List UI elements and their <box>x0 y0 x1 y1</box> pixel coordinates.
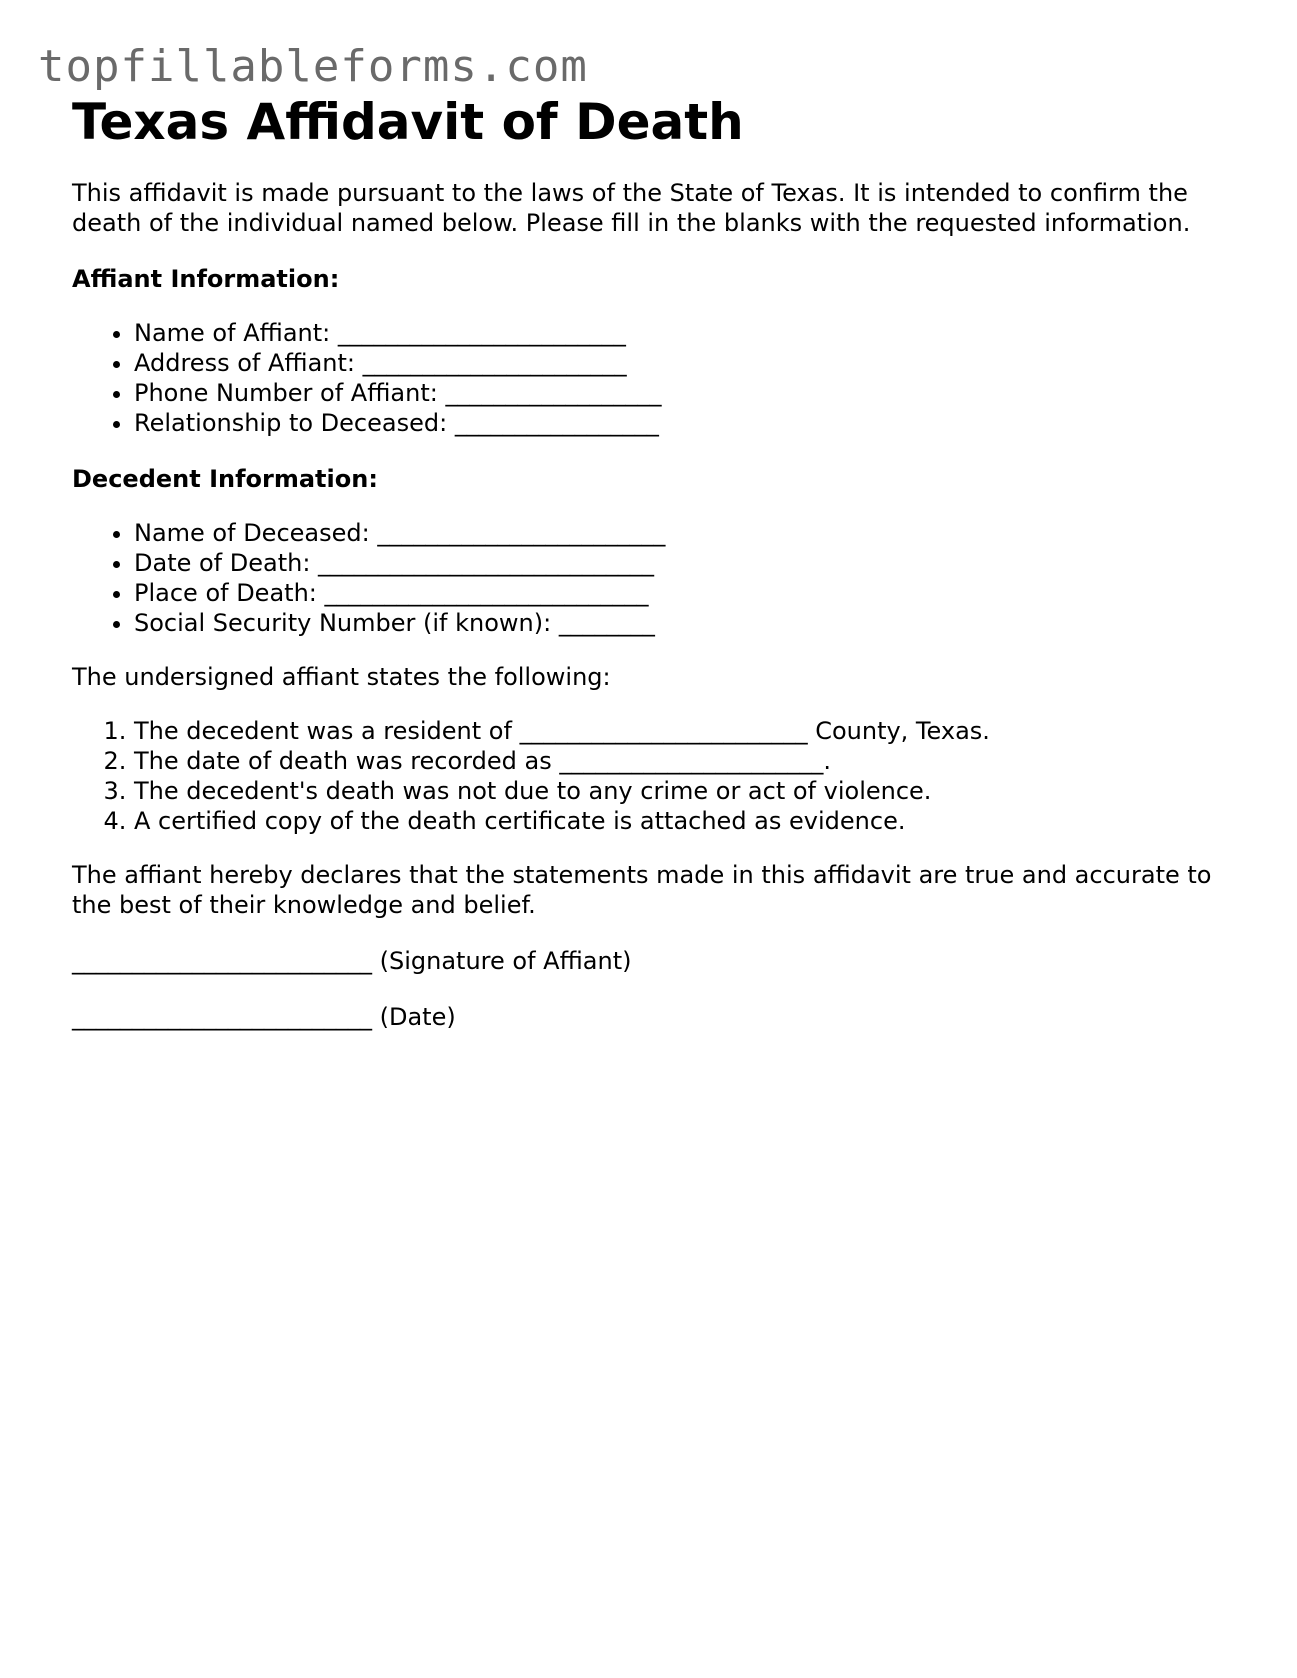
decedent-fields-list <box>72 518 1232 638</box>
document-body <box>72 86 1232 1032</box>
watermark: topfillableforms.com <box>38 41 588 92</box>
statement-residence: 1. The decedent was a resident of ________________________ County, Texas. <box>134 716 1232 746</box>
decedent-name-field: • Name of Deceased: ________________________ <box>134 518 1232 548</box>
statement-certificate: 4. A certified copy of the death certificate is attached as evidence. <box>134 806 1232 836</box>
decedent-date-field: • Date of Death: ____________________________ <box>134 548 1232 578</box>
affiant-phone-field: • Phone Number of Affiant: __________________ <box>134 378 1232 408</box>
affiant-section-heading: Affiant Information: <box>72 265 340 293</box>
declaration-paragraph: The affiant hereby declares that the statements made in this affidavit are true and accurate to the best of their knowledge and belief. <box>72 861 1212 919</box>
affiant-name-field: • Name of Affiant: ________________________ <box>134 318 1232 348</box>
intro-paragraph: This affidavit is made pursuant to the laws of the State of Texas. It is intended to confirm the death of the individual named below. Please fill in the blanks with the requested information. <box>72 179 1191 237</box>
date-line: _________________________ (Date) <box>72 1003 456 1031</box>
page-title: Texas Affidavit of Death <box>72 93 744 151</box>
statement-no-crime: 3. The decedent's death was not due to any crime or act of violence. <box>134 776 1232 806</box>
statement-date-recorded: 2. The date of death was recorded as ______________________. <box>134 746 1232 776</box>
signature-line: _________________________ (Signature of Affiant) <box>72 947 632 975</box>
decedent-place-field: • Place of Death: ___________________________ <box>134 578 1232 608</box>
statements-intro: The undersigned affiant states the following: <box>72 663 611 691</box>
statements-list <box>72 716 1232 836</box>
affiant-fields-list <box>72 318 1232 438</box>
affiant-relationship-field: • Relationship to Deceased: _________________ <box>134 408 1232 438</box>
decedent-ssn-field: • Social Security Number (if known): ________ <box>134 608 1232 638</box>
decedent-section-heading: Decedent Information: <box>72 465 378 493</box>
affiant-address-field: • Address of Affiant: ______________________ <box>134 348 1232 378</box>
